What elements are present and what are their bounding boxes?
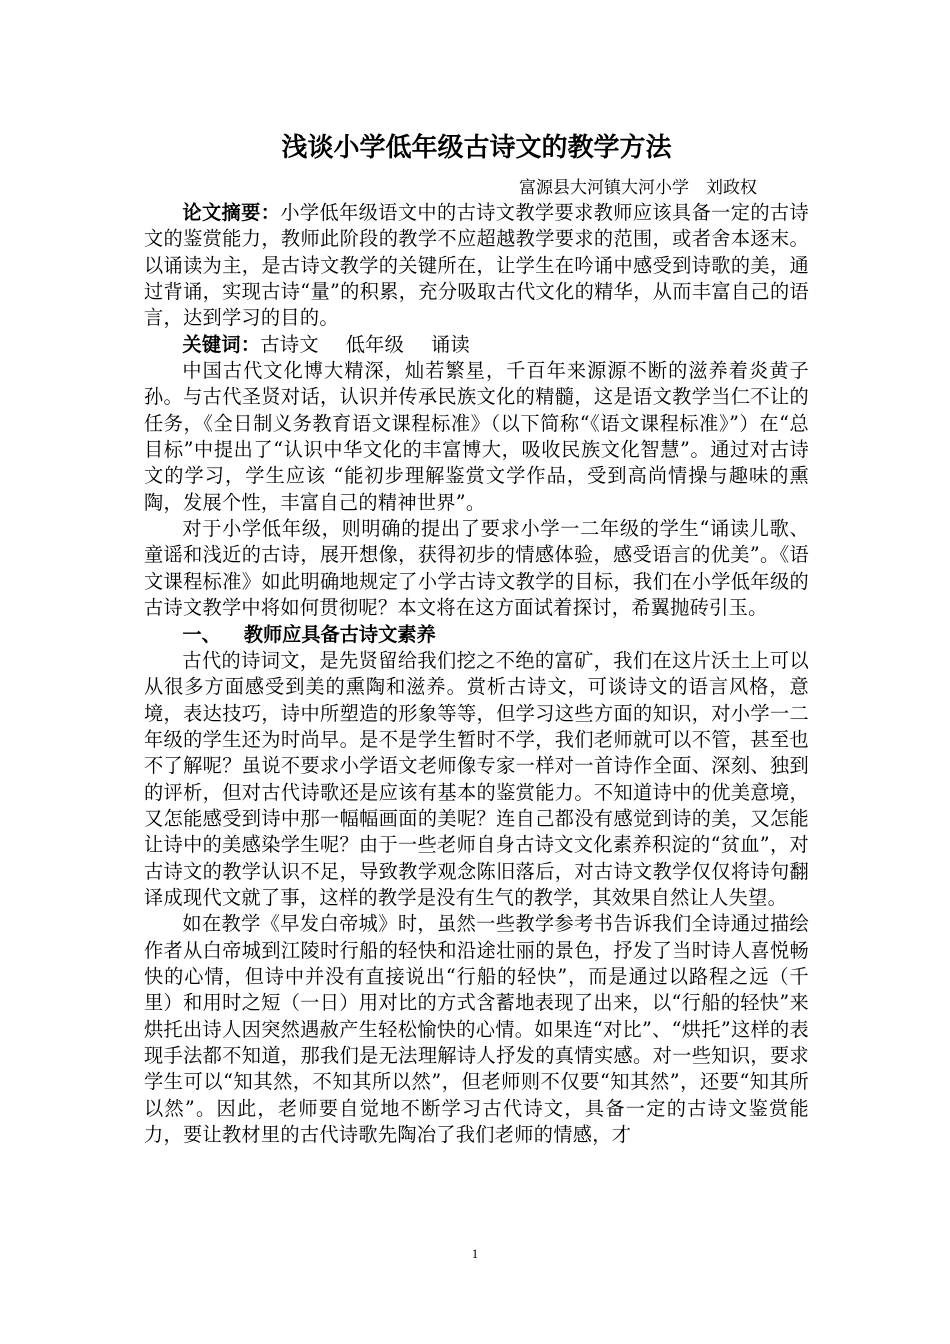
body-paragraph: 中国古代文化博大精深，灿若繁星，千百年来源源不断的滋养着炎黄子孙。与古代圣贤对话，认识并传承民族文化的精髓，这是语文教学当仁不让的任务，《全日制义务教育语文课程标准》（以下简称“《语文课程标准》”）在“总目标”中提出了“认识中华文化的丰富博大，吸收民族文化智慧”。通过对古诗文的学习，学生应该 “能初步理解鉴赏文学作品，受到高尚情操与趣味的熏陶，发展个性，丰富自己的精神世界”。 — [144, 359, 809, 514]
section-heading — [144, 622, 809, 648]
abstract-text: 小学低年级语文中的古诗文教学要求教师应该具备一定的古诗文的鉴赏能力，教师此阶段的教学不应超越教学要求的范围，或者舍本逐末。以诵读为主，是古诗文教学的关键所在，让学生在吟诵中感受到诗歌的美，通过背诵，实现古诗“量”的积累，充分吸取古代文化的精华，从而丰富自己的语言，达到学习的目的。 — [144, 201, 809, 330]
section-number: 一、 — [182, 622, 221, 646]
keyword-item: 低年级 — [345, 332, 405, 356]
keyword-item: 诵读 — [431, 332, 471, 356]
section-heading-text: 教师应具备古诗文素养 — [243, 622, 436, 646]
body-paragraph: 对于小学低年级，则明确的提出了要求小学一二年级的学生“诵读儿歌、童谣和浅近的古诗，展开想像，获得初步的情感体验，感受语言的优美”。《语文课程标准》如此明确地规定了小学古诗文教学的目标，我们在小学低年级的古诗文教学中将如何贯彻呢？本文将在这方面试着探讨，希翼抛砖引玉。 — [144, 517, 809, 620]
paper-title: 浅谈小学低年级古诗文的教学方法 — [281, 133, 672, 163]
abstract-label: 论文摘要： — [182, 201, 281, 224]
body-paragraph: 如在教学《早发白帝城》时，虽然一些教学参考书告诉我们全诗通过描绘作者从白帝城到江陵时行船的轻快和沿途壮丽的景色，抒发了当时诗人喜悦畅快的心情，但诗中并没有直接说出“行船的轻快”，而是通过以路程之远（千里）和用时之短（一日）用对比的方式含蓄地表现了出来，以“行船的轻快”来烘托出诗人因突然遇赦产生轻松愉快的心情。如果连“对比”、“烘托”这样的表现手法都不知道，那我们是无法理解诗人抒发的真情实感。对一些知识，要求学生可以“知其然，不知其所以然”，但老师则不仅要“知其然”，还要“知其所以然”。因此，老师要自觉地不断学习古代诗文，具备一定的古诗文鉴赏能力，要让教材里的古代诗歌先陶冶了我们老师的情感，才 — [144, 912, 809, 1147]
body-paragraph: 古代的诗词文，是先贤留给我们挖之不绝的富矿，我们在这片沃土上可以从很多方面感受到美的熏陶和滋养。赏析古诗文，可谈诗文的语言风格，意境，表达技巧，诗中所塑造的形象等等，但学习这些方面的知识，对小学一二年级的学生还为时尚早。是不是学生暂时不学，我们老师就可以不管，甚至也不了解呢？虽说不要求小学语文老师像专家一样对一首诗作全面、深刻、独到的评析，但对古代诗歌还是应该有基本的鉴赏能力。不知道诗中的优美意境，又怎能感受到诗中那一幅幅画面的美呢？连自己都没有感觉到诗的美，又怎能让诗中的美感染学生呢？由于一些老师自身古诗文文化素养积淀的“贫血”，对古诗文的教学认识不足，导致教学观念陈旧落后，对古诗文教学仅仅将诗句翻译成现代文就了事，这样的教学是没有生气的教学，其效果自然让人失望。 — [144, 648, 809, 909]
document-page — [144, 126, 809, 1148]
keyword-item: 古诗文 — [260, 332, 319, 356]
keywords-label: 关键词： — [182, 332, 261, 356]
page-number: 1 — [471, 1246, 479, 1261]
author-line: 富源县大河镇大河小学 刘政权 — [519, 178, 757, 198]
abstract-paragraph — [144, 200, 809, 332]
keywords-paragraph — [144, 332, 809, 358]
